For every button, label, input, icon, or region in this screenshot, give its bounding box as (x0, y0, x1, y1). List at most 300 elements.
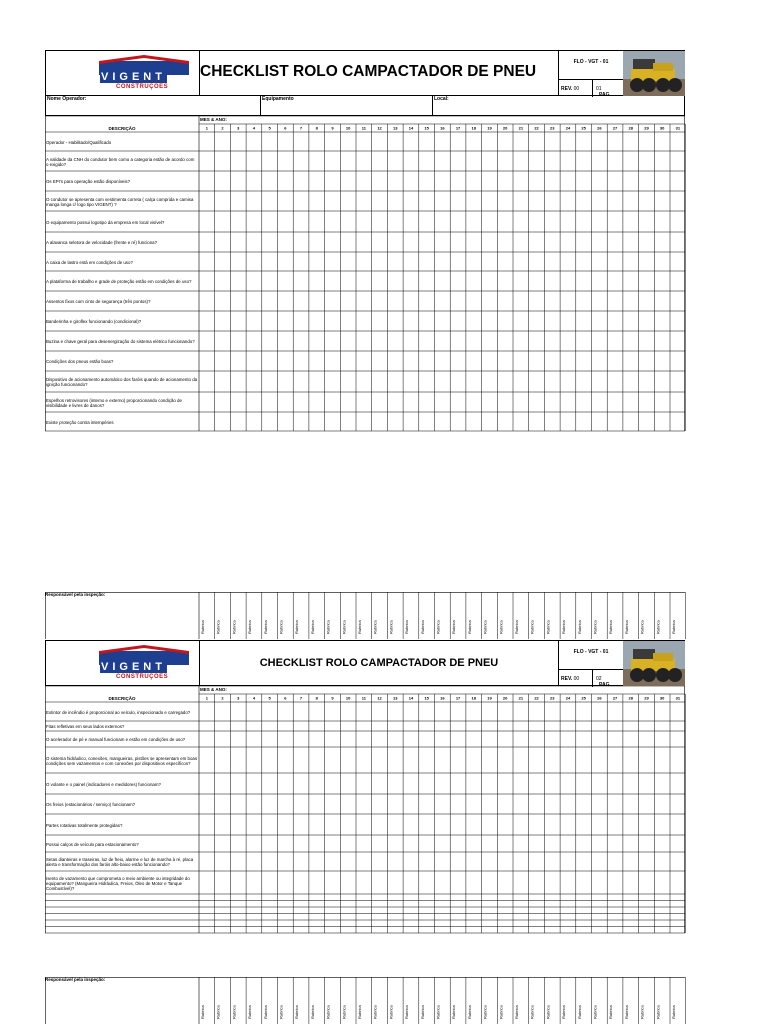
day-check-cell[interactable] (403, 371, 419, 392)
day-check-cell[interactable] (497, 291, 513, 311)
rubric-signature-cell[interactable] (450, 592, 466, 639)
day-check-cell[interactable] (576, 852, 592, 871)
day-check-cell[interactable] (309, 852, 325, 871)
day-check-cell[interactable] (544, 747, 560, 773)
day-check-cell[interactable] (293, 747, 309, 773)
day-check-cell[interactable] (309, 814, 325, 835)
rubric-signature-cell[interactable] (466, 977, 482, 1024)
day-check-cell[interactable] (544, 392, 560, 412)
day-check-cell[interactable] (309, 835, 325, 852)
day-check-cell[interactable] (325, 171, 341, 191)
day-check-cell[interactable] (230, 747, 246, 773)
day-check-cell[interactable] (309, 721, 325, 731)
day-check-cell[interactable] (325, 852, 341, 871)
day-check-cell[interactable] (670, 392, 686, 412)
day-check-cell[interactable] (592, 291, 608, 311)
day-check-cell[interactable] (623, 371, 639, 392)
day-check-cell[interactable] (325, 291, 341, 311)
day-check-cell[interactable] (482, 412, 498, 431)
location-field[interactable]: Local: (432, 96, 686, 115)
day-check-cell[interactable] (592, 392, 608, 412)
day-check-cell[interactable] (309, 412, 325, 431)
day-check-cell[interactable] (262, 721, 278, 731)
day-check-cell[interactable] (654, 252, 670, 271)
day-check-cell[interactable] (482, 721, 498, 731)
day-check-cell[interactable] (592, 132, 608, 151)
day-check-cell[interactable] (419, 835, 435, 852)
day-check-cell[interactable] (607, 232, 623, 252)
day-check-cell[interactable] (278, 171, 294, 191)
day-check-cell[interactable] (560, 835, 576, 852)
day-check-cell[interactable] (246, 211, 262, 232)
day-check-cell[interactable] (278, 852, 294, 871)
day-check-cell[interactable] (576, 252, 592, 271)
day-check-cell[interactable] (654, 702, 670, 721)
day-check-cell[interactable] (199, 311, 215, 331)
day-check-cell[interactable] (466, 211, 482, 232)
day-check-cell[interactable] (309, 871, 325, 894)
day-check-cell[interactable] (639, 211, 655, 232)
day-check-cell[interactable] (466, 171, 482, 191)
day-check-cell[interactable] (215, 747, 231, 773)
day-check-cell[interactable] (639, 291, 655, 311)
day-check-cell[interactable] (340, 371, 356, 392)
day-check-cell[interactable] (262, 747, 278, 773)
day-check-cell[interactable] (340, 232, 356, 252)
day-check-cell[interactable] (670, 814, 686, 835)
day-check-cell[interactable] (482, 731, 498, 747)
day-check-cell[interactable] (623, 151, 639, 171)
day-check-cell[interactable] (592, 311, 608, 331)
day-check-cell[interactable] (560, 794, 576, 814)
day-check-cell[interactable] (340, 702, 356, 721)
day-check-cell[interactable] (356, 835, 372, 852)
day-check-cell[interactable] (246, 371, 262, 392)
day-check-cell[interactable] (654, 132, 670, 151)
day-check-cell[interactable] (560, 291, 576, 311)
day-check-cell[interactable] (654, 731, 670, 747)
day-check-cell[interactable] (340, 412, 356, 431)
day-check-cell[interactable] (293, 311, 309, 331)
day-check-cell[interactable] (497, 211, 513, 232)
rubric-signature-cell[interactable] (387, 592, 403, 639)
day-check-cell[interactable] (340, 311, 356, 331)
day-check-cell[interactable] (230, 731, 246, 747)
day-check-cell[interactable] (387, 331, 403, 351)
day-check-cell[interactable] (544, 794, 560, 814)
day-check-cell[interactable] (403, 747, 419, 773)
day-check-cell[interactable] (466, 252, 482, 271)
day-check-cell[interactable] (293, 151, 309, 171)
day-check-cell[interactable] (199, 794, 215, 814)
day-check-cell[interactable] (450, 835, 466, 852)
day-check-cell[interactable] (560, 747, 576, 773)
day-check-cell[interactable] (387, 871, 403, 894)
day-check-cell[interactable] (419, 702, 435, 721)
day-check-cell[interactable] (670, 412, 686, 431)
day-check-cell[interactable] (497, 371, 513, 392)
day-check-cell[interactable] (623, 392, 639, 412)
day-check-cell[interactable] (199, 747, 215, 773)
day-check-cell[interactable] (466, 871, 482, 894)
day-check-cell[interactable] (450, 171, 466, 191)
day-check-cell[interactable] (262, 351, 278, 371)
day-check-cell[interactable] (246, 351, 262, 371)
day-check-cell[interactable] (497, 271, 513, 291)
day-check-cell[interactable] (482, 232, 498, 252)
day-check-cell[interactable] (246, 773, 262, 794)
day-check-cell[interactable] (623, 721, 639, 731)
day-check-cell[interactable] (654, 794, 670, 814)
day-check-cell[interactable] (387, 731, 403, 747)
day-check-cell[interactable] (482, 747, 498, 773)
day-check-cell[interactable] (278, 191, 294, 211)
day-check-cell[interactable] (639, 731, 655, 747)
day-check-cell[interactable] (513, 747, 529, 773)
day-check-cell[interactable] (497, 191, 513, 211)
day-check-cell[interactable] (497, 351, 513, 371)
day-check-cell[interactable] (372, 232, 388, 252)
day-check-cell[interactable] (654, 271, 670, 291)
day-check-cell[interactable] (293, 371, 309, 392)
day-check-cell[interactable] (513, 731, 529, 747)
day-check-cell[interactable] (623, 747, 639, 773)
day-check-cell[interactable] (230, 814, 246, 835)
day-check-cell[interactable] (466, 412, 482, 431)
day-check-cell[interactable] (623, 132, 639, 151)
day-check-cell[interactable] (529, 371, 545, 392)
day-check-cell[interactable] (325, 132, 341, 151)
day-check-cell[interactable] (607, 191, 623, 211)
day-check-cell[interactable] (639, 412, 655, 431)
day-check-cell[interactable] (450, 412, 466, 431)
day-check-cell[interactable] (262, 331, 278, 351)
day-check-cell[interactable] (215, 371, 231, 392)
day-check-cell[interactable] (372, 852, 388, 871)
day-check-cell[interactable] (544, 191, 560, 211)
day-check-cell[interactable] (372, 835, 388, 852)
day-check-cell[interactable] (576, 794, 592, 814)
day-check-cell[interactable] (654, 852, 670, 871)
rubric-signature-cell[interactable] (639, 592, 655, 639)
day-check-cell[interactable] (576, 773, 592, 794)
day-check-cell[interactable] (623, 211, 639, 232)
day-check-cell[interactable] (309, 773, 325, 794)
day-check-cell[interactable] (199, 731, 215, 747)
day-check-cell[interactable] (544, 271, 560, 291)
day-check-cell[interactable] (230, 271, 246, 291)
day-check-cell[interactable] (372, 291, 388, 311)
day-check-cell[interactable] (309, 191, 325, 211)
day-check-cell[interactable] (230, 835, 246, 852)
rubric-signature-cell[interactable] (592, 977, 608, 1024)
day-check-cell[interactable] (592, 871, 608, 894)
day-check-cell[interactable] (435, 412, 451, 431)
day-check-cell[interactable] (419, 412, 435, 431)
day-check-cell[interactable] (607, 291, 623, 311)
day-check-cell[interactable] (435, 331, 451, 351)
day-check-cell[interactable] (576, 211, 592, 232)
day-check-cell[interactable] (199, 392, 215, 412)
day-check-cell[interactable] (230, 311, 246, 331)
day-check-cell[interactable] (497, 747, 513, 773)
day-check-cell[interactable] (372, 211, 388, 232)
day-check-cell[interactable] (607, 871, 623, 894)
day-check-cell[interactable] (607, 351, 623, 371)
day-check-cell[interactable] (544, 132, 560, 151)
day-check-cell[interactable] (513, 794, 529, 814)
day-check-cell[interactable] (325, 773, 341, 794)
day-check-cell[interactable] (419, 291, 435, 311)
day-check-cell[interactable] (529, 232, 545, 252)
day-check-cell[interactable] (340, 392, 356, 412)
day-check-cell[interactable] (419, 814, 435, 835)
day-check-cell[interactable] (230, 331, 246, 351)
day-check-cell[interactable] (654, 814, 670, 835)
day-check-cell[interactable] (372, 773, 388, 794)
day-check-cell[interactable] (607, 794, 623, 814)
day-check-cell[interactable] (356, 252, 372, 271)
day-check-cell[interactable] (230, 191, 246, 211)
day-check-cell[interactable] (403, 151, 419, 171)
day-check-cell[interactable] (215, 814, 231, 835)
rubric-signature-cell[interactable] (513, 977, 529, 1024)
day-check-cell[interactable] (450, 852, 466, 871)
day-check-cell[interactable] (513, 311, 529, 331)
day-check-cell[interactable] (325, 191, 341, 211)
rubric-signature-cell[interactable] (544, 592, 560, 639)
day-check-cell[interactable] (215, 702, 231, 721)
day-check-cell[interactable] (403, 392, 419, 412)
day-check-cell[interactable] (419, 371, 435, 392)
day-check-cell[interactable] (325, 412, 341, 431)
rubric-signature-cell[interactable] (544, 977, 560, 1024)
day-check-cell[interactable] (639, 794, 655, 814)
day-check-cell[interactable] (403, 773, 419, 794)
rubric-signature-cell[interactable] (230, 977, 246, 1024)
day-check-cell[interactable] (670, 191, 686, 211)
day-check-cell[interactable] (576, 371, 592, 392)
day-check-cell[interactable] (639, 351, 655, 371)
day-check-cell[interactable] (450, 702, 466, 721)
day-check-cell[interactable] (230, 794, 246, 814)
day-check-cell[interactable] (639, 371, 655, 392)
day-check-cell[interactable] (215, 412, 231, 431)
day-check-cell[interactable] (419, 731, 435, 747)
day-check-cell[interactable] (387, 271, 403, 291)
day-check-cell[interactable] (560, 252, 576, 271)
day-check-cell[interactable] (607, 311, 623, 331)
day-check-cell[interactable] (325, 392, 341, 412)
day-check-cell[interactable] (199, 702, 215, 721)
day-check-cell[interactable] (387, 232, 403, 252)
day-check-cell[interactable] (372, 731, 388, 747)
day-check-cell[interactable] (419, 392, 435, 412)
day-check-cell[interactable] (450, 747, 466, 773)
day-check-cell[interactable] (450, 252, 466, 271)
day-check-cell[interactable] (450, 291, 466, 311)
day-check-cell[interactable] (278, 412, 294, 431)
day-check-cell[interactable] (544, 835, 560, 852)
day-check-cell[interactable] (215, 871, 231, 894)
rubric-signature-cell[interactable] (262, 977, 278, 1024)
day-check-cell[interactable] (529, 311, 545, 331)
day-check-cell[interactable] (387, 171, 403, 191)
day-check-cell[interactable] (262, 852, 278, 871)
day-check-cell[interactable] (544, 773, 560, 794)
day-check-cell[interactable] (654, 721, 670, 731)
day-check-cell[interactable] (513, 835, 529, 852)
day-check-cell[interactable] (419, 311, 435, 331)
day-check-cell[interactable] (466, 191, 482, 211)
rubric-signature-cell[interactable] (623, 977, 639, 1024)
day-check-cell[interactable] (262, 871, 278, 894)
day-check-cell[interactable] (246, 252, 262, 271)
day-check-cell[interactable] (466, 392, 482, 412)
day-check-cell[interactable] (544, 814, 560, 835)
day-check-cell[interactable] (293, 773, 309, 794)
day-check-cell[interactable] (529, 871, 545, 894)
day-check-cell[interactable] (497, 232, 513, 252)
day-check-cell[interactable] (356, 794, 372, 814)
day-check-cell[interactable] (309, 731, 325, 747)
day-check-cell[interactable] (230, 132, 246, 151)
day-check-cell[interactable] (199, 721, 215, 731)
day-check-cell[interactable] (403, 731, 419, 747)
day-check-cell[interactable] (529, 747, 545, 773)
day-check-cell[interactable] (356, 392, 372, 412)
day-check-cell[interactable] (560, 151, 576, 171)
day-check-cell[interactable] (387, 392, 403, 412)
day-check-cell[interactable] (450, 351, 466, 371)
day-check-cell[interactable] (309, 371, 325, 392)
day-check-cell[interactable] (372, 412, 388, 431)
day-check-cell[interactable] (246, 191, 262, 211)
day-check-cell[interactable] (592, 171, 608, 191)
day-check-cell[interactable] (497, 721, 513, 731)
day-check-cell[interactable] (403, 132, 419, 151)
day-check-cell[interactable] (654, 291, 670, 311)
day-check-cell[interactable] (497, 412, 513, 431)
day-check-cell[interactable] (325, 351, 341, 371)
day-check-cell[interactable] (670, 852, 686, 871)
day-check-cell[interactable] (262, 731, 278, 747)
day-check-cell[interactable] (576, 702, 592, 721)
day-check-cell[interactable] (230, 252, 246, 271)
day-check-cell[interactable] (670, 311, 686, 331)
day-check-cell[interactable] (278, 252, 294, 271)
rubric-signature-cell[interactable] (607, 977, 623, 1024)
day-check-cell[interactable] (293, 412, 309, 431)
day-check-cell[interactable] (293, 731, 309, 747)
day-check-cell[interactable] (403, 871, 419, 894)
day-check-cell[interactable] (592, 794, 608, 814)
day-check-cell[interactable] (199, 814, 215, 835)
day-check-cell[interactable] (278, 331, 294, 351)
day-check-cell[interactable] (262, 773, 278, 794)
day-check-cell[interactable] (372, 371, 388, 392)
day-check-cell[interactable] (403, 814, 419, 835)
day-check-cell[interactable] (262, 211, 278, 232)
day-check-cell[interactable] (215, 191, 231, 211)
day-check-cell[interactable] (654, 371, 670, 392)
day-check-cell[interactable] (199, 871, 215, 894)
day-check-cell[interactable] (639, 311, 655, 331)
day-check-cell[interactable] (482, 132, 498, 151)
day-check-cell[interactable] (576, 331, 592, 351)
day-check-cell[interactable] (230, 351, 246, 371)
day-check-cell[interactable] (278, 291, 294, 311)
day-check-cell[interactable] (356, 311, 372, 331)
day-check-cell[interactable] (215, 171, 231, 191)
day-check-cell[interactable] (513, 211, 529, 232)
day-check-cell[interactable] (654, 773, 670, 794)
rubric-signature-cell[interactable] (435, 592, 451, 639)
day-check-cell[interactable] (466, 291, 482, 311)
day-check-cell[interactable] (419, 232, 435, 252)
day-check-cell[interactable] (607, 773, 623, 794)
day-check-cell[interactable] (230, 151, 246, 171)
day-check-cell[interactable] (435, 731, 451, 747)
day-check-cell[interactable] (497, 835, 513, 852)
day-check-cell[interactable] (435, 747, 451, 773)
day-check-cell[interactable] (262, 371, 278, 392)
day-check-cell[interactable] (560, 814, 576, 835)
day-check-cell[interactable] (592, 191, 608, 211)
day-check-cell[interactable] (670, 721, 686, 731)
day-check-cell[interactable] (246, 814, 262, 835)
day-check-cell[interactable] (482, 311, 498, 331)
day-check-cell[interactable] (199, 835, 215, 852)
day-check-cell[interactable] (419, 794, 435, 814)
day-check-cell[interactable] (356, 211, 372, 232)
day-check-cell[interactable] (639, 871, 655, 894)
day-check-cell[interactable] (387, 721, 403, 731)
rubric-signature-cell[interactable] (293, 977, 309, 1024)
day-check-cell[interactable] (230, 211, 246, 232)
day-check-cell[interactable] (340, 747, 356, 773)
day-check-cell[interactable] (372, 351, 388, 371)
day-check-cell[interactable] (435, 371, 451, 392)
day-check-cell[interactable] (513, 852, 529, 871)
day-check-cell[interactable] (262, 835, 278, 852)
day-check-cell[interactable] (340, 773, 356, 794)
day-check-cell[interactable] (309, 271, 325, 291)
day-check-cell[interactable] (403, 331, 419, 351)
day-check-cell[interactable] (592, 412, 608, 431)
rubric-signature-cell[interactable] (403, 592, 419, 639)
day-check-cell[interactable] (246, 271, 262, 291)
day-check-cell[interactable] (529, 351, 545, 371)
day-check-cell[interactable] (482, 835, 498, 852)
rubric-signature-cell[interactable] (215, 977, 231, 1024)
day-check-cell[interactable] (623, 794, 639, 814)
day-check-cell[interactable] (450, 232, 466, 252)
day-check-cell[interactable] (529, 702, 545, 721)
day-check-cell[interactable] (262, 252, 278, 271)
day-check-cell[interactable] (293, 271, 309, 291)
day-check-cell[interactable] (356, 747, 372, 773)
day-check-cell[interactable] (230, 871, 246, 894)
day-check-cell[interactable] (592, 151, 608, 171)
day-check-cell[interactable] (372, 132, 388, 151)
day-check-cell[interactable] (435, 835, 451, 852)
day-check-cell[interactable] (654, 392, 670, 412)
day-check-cell[interactable] (466, 794, 482, 814)
day-check-cell[interactable] (435, 392, 451, 412)
day-check-cell[interactable] (278, 731, 294, 747)
day-check-cell[interactable] (544, 171, 560, 191)
